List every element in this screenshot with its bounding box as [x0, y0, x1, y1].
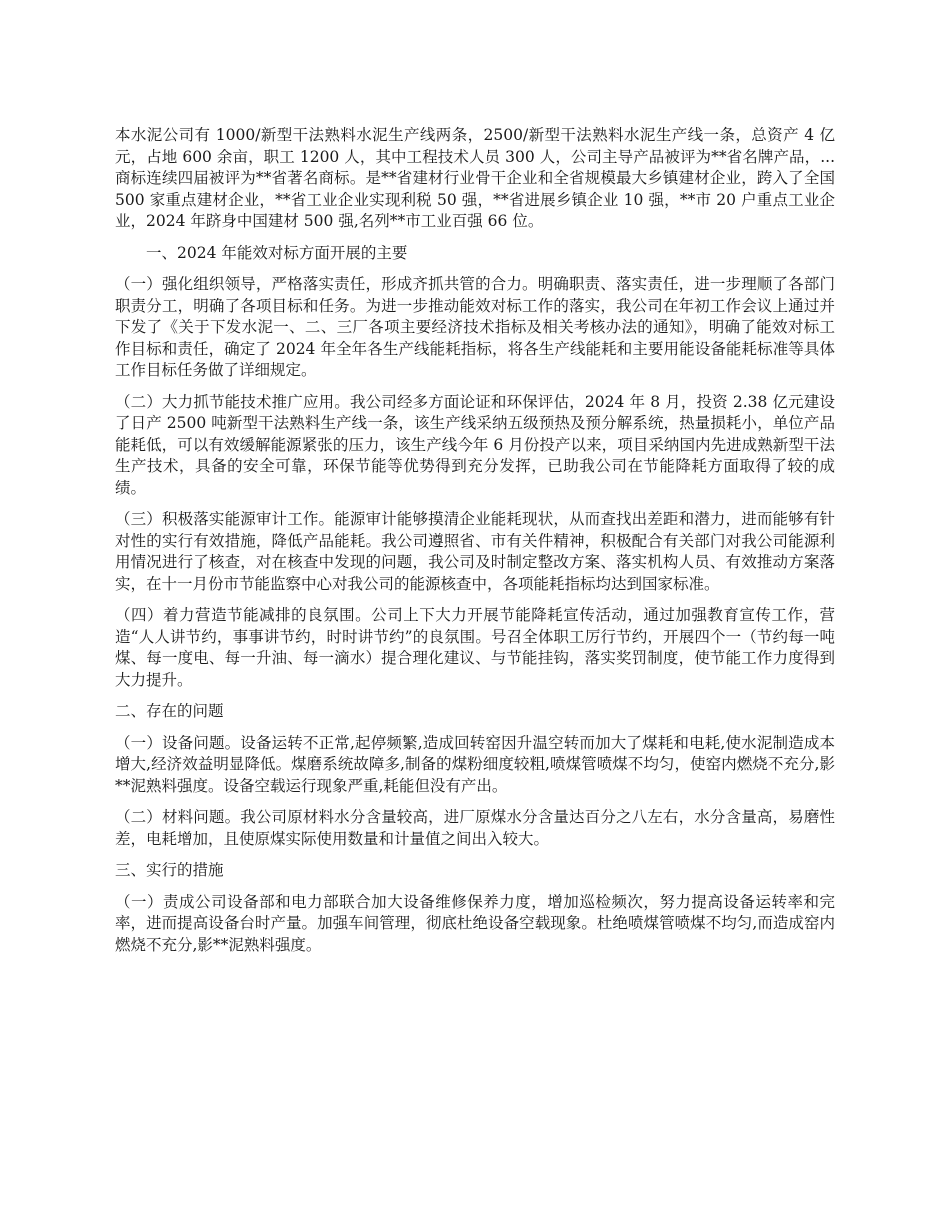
section-1-paragraph-1: （一）强化组织领导，严格落实责任，形成齐抓共管的合力。明确职责、落实责任，进一步理顺了各部门职责分工，明确了各项目标和任务。为进一步推动能效对标工作的落实，我公司在年初工作会议上通过并下发了《关于下发水泥一、二、三厂各项主要经济技术指标及相关考核办法的通知》，明确了能效对标工作目标和责任，确定了 2024 年全年各生产线能耗指标，将各生产线能耗和主要用能设备能耗标准等具体工作目标任务做了详细规定。: [115, 275, 835, 379]
section-2-heading: 二、存在的问题: [115, 702, 224, 720]
section-2-paragraph-1: （一）设备问题。设备运转不正常,起停频繁,造成回转窑因升温空转而加大了煤耗和电耗,使水泥制造成本增大,经济效益明显降低。煤磨系统故障多,制备的煤粉细度较粗,喷煤管喷煤不均匀，使窑内燃烧不充分,影**泥熟料强度。设备空载运行现象严重,耗能但没有产出。: [115, 733, 835, 795]
intro-paragraph: 本水泥公司有 1000/新型干法熟料水泥生产线两条，2500/新型干法熟料水泥生产线一条，总资产 4 亿元，占地 600 余亩，职工 1200 人，其中工程技术人员 300 人，公司主导产品被评为**省名牌产品，...商标连续四届被评为**省著名商标。是**省建材行业骨干企业和全省规模最大乡镇建材企业，跨入了全国 500 家重点建材企业，**省工业企业实现利税 50 强，**省进展乡镇企业 10 强，**市 20 户重点工业企业，2024 年跻身中国建材 500 强,名列**市工业百强 66 位。: [115, 126, 835, 230]
section-3-heading: 三、实行的措施: [115, 861, 224, 879]
section-1-paragraph-3: （三）积极落实能源审计工作。能源审计能够摸清企业能耗现状，从而查找出差距和潜力，进而能够有针对性的实行有效措施，降低产品能耗。我公司遵照省、市有关件精神，积极配合有关部门对我公司能源利用情况进行了核查，对在核查中发现的问题，我公司及时制定整改方案、落实机构人员、有效推动方案落实，在十一月份市节能监察中心对我公司的能源核查中，各项能耗指标均达到国家标准。: [115, 510, 835, 593]
section-2-paragraph-2: （二）材料问题。我公司原材料水分含量较高，进厂原煤水分含量达百分之八左右，水分含量高，易磨性差，电耗增加，且使原煤实际使用数量和计量值之间出入较大。: [115, 808, 835, 848]
section-1-paragraph-2: （二）大力抓节能技术推广应用。我公司经多方面论证和环保评估，2024 年 8 月，投资 2.38 亿元建设了日产 2500 吨新型干法熟料生产线一条，该生产线采纳五级预热及预分解系统，热量损耗小，单位产品能耗低，可以有效缓解能源紧张的压力，该生产线今年 6 月份投产以来，项目采纳国内先进成熟新型干法生产技术，具备的安全可靠，环保节能等优势得到充分发挥，已助我公司在节能降耗方面取得了较的成绩。: [115, 392, 835, 497]
section-3-paragraph-1: （一）责成公司设备部和电力部联合加大设备维修保养力度，增加巡检频次，努力提高设备运转率和完率，进而提高设备台时产量。加强车间管理，彻底杜绝设备空载现象。杜绝喷煤管喷煤不均匀,而造成窑内燃烧不充分,影**泥熟料强度。: [115, 892, 835, 954]
section-1-paragraph-4: （四）着力营造节能减排的良氛围。公司上下大力开展节能降耗宣传活动，通过加强教育宣传工作，营造“人人讲节约，事事讲节约，时时讲节约”的良氛围。号召全体职工厉行节约，开展四个一（节约每一吨煤、每一度电、每一升油、每一滴水）提合理化建议、与节能挂钩，落实奖罚制度，使节能工作力度得到大力提升。: [115, 606, 835, 689]
document-page: [115, 125, 835, 966]
section-1-heading: 一、2024 年能效对标方面开展的主要: [146, 243, 408, 262]
